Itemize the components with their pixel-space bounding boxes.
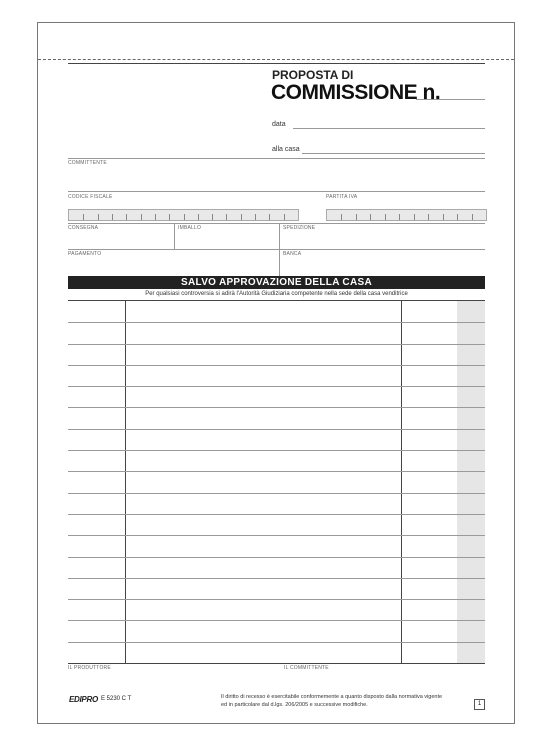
price-column-divider [401, 301, 402, 663]
table-row-line[interactable] [68, 578, 485, 579]
edipro-logo [69, 695, 98, 704]
table-row-line[interactable] [68, 471, 485, 472]
table-row-line[interactable] [68, 493, 485, 494]
box-tick [284, 214, 285, 220]
box-tick [198, 214, 199, 220]
box-tick [428, 214, 429, 220]
partita-iva-label: PARTITA IVA [326, 194, 358, 200]
table-row-line[interactable] [68, 557, 485, 558]
box-tick [472, 214, 473, 220]
banca-label: BANCA [283, 251, 302, 257]
top-rule [68, 63, 485, 64]
box-tick [98, 214, 99, 220]
title-line1: PROPOSTA DI [272, 68, 354, 82]
salvo-approvazione-banner: SALVO APPROVAZIONE DELLA CASA [68, 276, 485, 289]
data-field-line[interactable] [293, 128, 485, 129]
items-table [68, 300, 485, 664]
table-row-line[interactable] [68, 642, 485, 643]
partita-iva-boxes[interactable] [326, 209, 487, 221]
table-row-line[interactable] [68, 322, 485, 323]
table-row-line[interactable] [68, 450, 485, 451]
title-line2: COMMISSIONE n. [271, 81, 441, 104]
spedizione-label: SPEDIZIONE [283, 225, 316, 231]
table-row-line[interactable] [68, 429, 485, 430]
total-column-shade [457, 301, 485, 663]
qty-column-divider [125, 301, 126, 663]
box-tick [255, 214, 256, 220]
table-row-line[interactable] [68, 535, 485, 536]
box-tick [385, 214, 386, 220]
box-tick [457, 214, 458, 220]
codice-fiscale-label: CODICE FISCALE [68, 194, 113, 200]
alla-casa-field-line[interactable] [302, 153, 485, 154]
produttore-signature-label: IL PRODUTTORE [68, 665, 111, 671]
box-tick [83, 214, 84, 220]
table-row-line[interactable] [68, 599, 485, 600]
table-row-line[interactable] [68, 344, 485, 345]
table-row-line[interactable] [68, 407, 485, 408]
committente-top-line [68, 158, 485, 159]
table-row-line[interactable] [68, 365, 485, 366]
controversia-note: Per qualsiasi controversia si adirà l'Autorità Giudiziaria competente nella sede della casa venditrice [145, 291, 408, 297]
pagamento-label: PAGAMENTO [68, 251, 102, 257]
legal-note [221, 693, 442, 709]
box-tick [356, 214, 357, 220]
product-code: E 5230 C T [101, 696, 132, 702]
brand-text: EDIPRO [69, 695, 98, 704]
box-tick [241, 214, 242, 220]
box-tick [126, 214, 127, 220]
page-number-box: 1 [474, 699, 485, 710]
consegna-label: CONSEGNA [68, 225, 99, 231]
box-tick [184, 214, 185, 220]
perforation-line [38, 59, 514, 60]
committente-signature-label: IL COMMITTENTE [284, 665, 329, 671]
consegna-bottom-line [68, 249, 485, 250]
table-row-line[interactable] [68, 514, 485, 515]
box-tick [269, 214, 270, 220]
codice-fiscale-boxes[interactable] [68, 209, 299, 221]
box-tick [370, 214, 371, 220]
data-label: data [272, 121, 286, 128]
box-tick [341, 214, 342, 220]
form-sheet [37, 22, 515, 724]
consegna-divider [174, 223, 175, 249]
box-tick [414, 214, 415, 220]
box-tick [443, 214, 444, 220]
table-row-line[interactable] [68, 620, 485, 621]
imballo-label: IMBALLO [178, 225, 202, 231]
box-tick [169, 214, 170, 220]
table-row-line[interactable] [68, 386, 485, 387]
alla-casa-label: alla casa [272, 146, 300, 153]
number-field-line[interactable] [416, 99, 485, 100]
box-tick [212, 214, 213, 220]
box-tick [141, 214, 142, 220]
box-tick [155, 214, 156, 220]
committente-label: COMMITTENTE [68, 160, 107, 166]
consegna-top-line [68, 223, 485, 224]
box-tick [112, 214, 113, 220]
box-tick [226, 214, 227, 220]
legal-line-2: ed in particolare dal d.lgs. 206/2005 e successive modifiche. [221, 702, 368, 708]
legal-line-1: Il diritto di recesso è esercitabile conformemente a quanto disposto dalla normativa vigente [221, 694, 443, 700]
box-tick [399, 214, 400, 220]
committente-field-line[interactable] [68, 191, 485, 192]
